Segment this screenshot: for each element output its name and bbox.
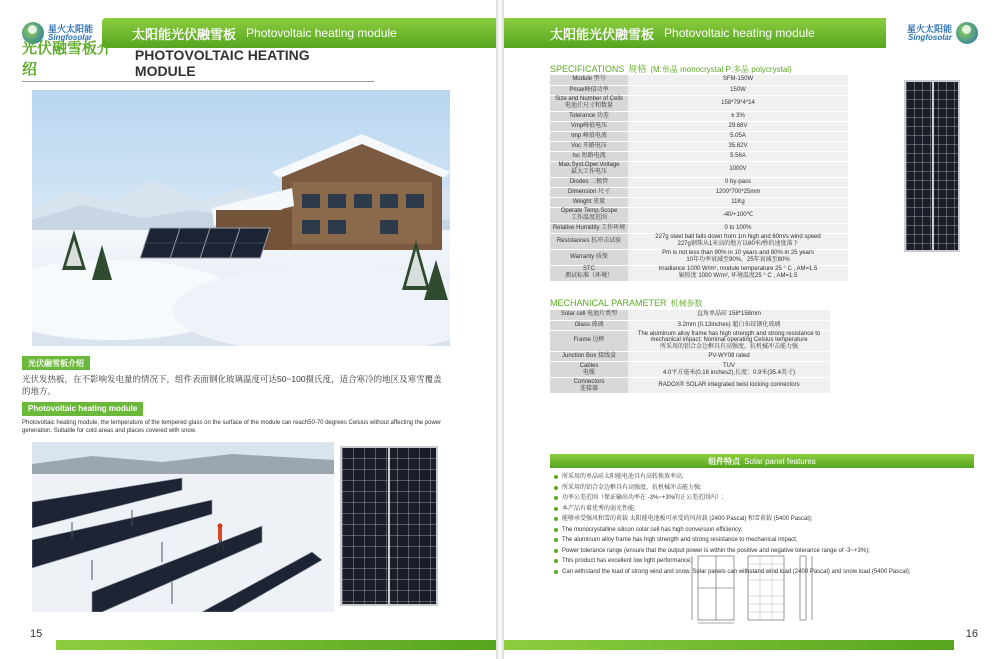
row-label: Imp 峰值电流: [550, 131, 628, 141]
features-title-bar: [550, 454, 974, 468]
page-title-cn: 光伏融雪板介绍: [22, 40, 113, 78]
feature-item: This product has excellent low light performance;: [554, 556, 911, 567]
row-value: 3.2mm (0.13inches) 超白布纹钢化玻璃: [628, 320, 830, 330]
specs-note: (M:单晶 monocrystal P:多晶 polycrystal): [650, 65, 792, 74]
table-row: [550, 330, 830, 352]
row-value: SFM-150W: [628, 75, 848, 85]
row-label: Diodes 二极管: [550, 177, 628, 187]
row-value: 29.68V: [628, 121, 848, 131]
table-row: [550, 233, 848, 249]
footer-bar: [56, 640, 496, 650]
left-header-bar: [102, 18, 496, 48]
row-value: 227g steel ball falls down from 1m high and 60m/s wind speed 227g钢珠从1米高的地方以60米/秒的速度落下: [628, 233, 848, 249]
table-row: [550, 85, 848, 95]
features-title-cn: 组件特点: [708, 456, 741, 466]
row-label: Glass 玻璃: [550, 320, 628, 330]
row-label: Voc 开路电压: [550, 141, 628, 151]
page-title-en: PHOTOVOLTAIC HEATING MODULE: [134, 47, 310, 79]
row-value: TUV 4.0平方毫米(0.16 inches2),长度：0.9米(35.4英寸): [628, 362, 830, 378]
row-label: Solar cell 电池片类型: [550, 310, 628, 320]
specs-title-cn: 规格: [628, 64, 647, 74]
table-row: [550, 197, 848, 207]
row-value: Pm is not less than 90% in 10 years and 80% in 25 years 10年功率衰减至90%，25年衰减至80%: [628, 249, 848, 265]
table-row: [550, 111, 848, 121]
logo-en: Singfosolar: [48, 32, 93, 42]
table-row: [550, 95, 848, 111]
row-label: Connectors 连接器: [550, 378, 628, 394]
cn-section-text: 光伏发热板，在不影响发电量的情况下，组件表面钢化玻璃温度可达50~100摄氏度，适合寒冷的地区及寒雪覆盖的地方。: [22, 374, 442, 396]
mech-table: [550, 310, 830, 394]
cn-section-label: 光伏融雪板介绍: [22, 356, 90, 370]
dimension-drawing: [688, 552, 838, 626]
specs-title-en: SPECIFICATIONS: [550, 64, 625, 74]
row-value: 直角单晶硅 158*158mm: [628, 310, 830, 320]
solar-panel-image: [340, 446, 438, 606]
feature-item: 所采用的铝合金边框具有高强度，抗机械冲击能力强;: [554, 483, 911, 494]
table-row: [550, 187, 848, 197]
row-label: Cables 电缆: [550, 362, 628, 378]
row-label: Junction Box 接线盒: [550, 352, 628, 362]
specs-title: [550, 62, 792, 75]
table-row: [550, 131, 848, 141]
chalet-photo: [32, 90, 450, 346]
row-value: The aluminum alloy frame has high strength and strong resistance to mechanical impact; Nominal operating Celsius temperature 所采用的铝合金边框具有高强度，抗机械冲击能力强: [628, 330, 830, 352]
row-value: 11Kg: [628, 197, 848, 207]
row-value: 1200*700*25mm: [628, 187, 848, 197]
feature-item: 本产品有着优秀的弱光性能;: [554, 504, 911, 515]
row-value: 158*79*4*14: [628, 95, 848, 111]
feature-item: 功率公差范围（保证输出功率在 -3%~+3%的正公差范围内）;: [554, 493, 911, 504]
table-row: [550, 223, 848, 233]
row-label: Operate Temp.Scope 工作温度范围: [550, 207, 628, 223]
logo-en: Singfosolar: [907, 32, 952, 42]
row-value: 35.62V: [628, 141, 848, 151]
page-number: 16: [965, 628, 978, 640]
table-row: [550, 207, 848, 223]
row-label: Resistances 抗冲击试验: [550, 233, 628, 249]
sun-logo-icon: [956, 22, 978, 44]
row-label: Max.Syst.Oper.Voltage 最大工作电压: [550, 161, 628, 177]
row-label: Relative Humidity 工作环境: [550, 223, 628, 233]
table-row: [550, 352, 830, 362]
right-header: [504, 18, 978, 48]
feature-item: 所采用的单晶硅太阳能电池具有高转换效率高;: [554, 472, 911, 483]
left-page: [0, 0, 496, 659]
right-header-bar: [504, 18, 886, 48]
row-label: Pmax峰值功率: [550, 85, 628, 95]
header-en: Photovoltaic heating module: [246, 26, 397, 40]
module-image: [904, 80, 960, 252]
table-row: [550, 320, 830, 330]
feature-item: The aluminum alloy frame has high strength and strong resistance to mechanical impact;: [554, 535, 911, 546]
row-value: 5.56A: [628, 151, 848, 161]
row-label: Module 型号: [550, 75, 628, 85]
feature-item: 能够承受强风和雪的荷载 太阳能电池板可承受的风荷载 (2400 Pascal) 和雪荷载 (5400 Pascal);: [554, 514, 911, 525]
table-row: [550, 121, 848, 131]
mech-title-en: MECHANICAL PARAMETER: [550, 298, 667, 308]
table-row: [550, 151, 848, 161]
mech-title-cn: 机械参数: [670, 299, 703, 308]
feature-item: Can withstand the load of strong wind and snow. Solar panels can withstand wind load (2400 Pascal) and snow load (5400 Pascal);: [554, 567, 911, 578]
row-value: PV-WY08 rated: [628, 352, 830, 362]
row-label: Size and Number of Cells 电池片尺寸和数量: [550, 95, 628, 111]
row-value: RADOX® SOLAR integrated twist locking connectors: [628, 378, 830, 394]
row-value: ± 3%: [628, 111, 848, 121]
page-title: [22, 40, 374, 82]
table-row: [550, 75, 848, 85]
row-value: -40/+100℃: [628, 207, 848, 223]
header-cn: 太阳能光伏融雪板: [550, 26, 655, 42]
header-cn: 太阳能光伏融雪板: [132, 26, 237, 42]
feature-item: Power tolerance range (ensure that the output power is within the positive and negative tolerance range of -3~+3%);: [554, 546, 911, 557]
logo-cn: 星火太阳能: [48, 23, 94, 34]
row-value: 1000V: [628, 161, 848, 177]
row-label: Dimension 尺寸: [550, 187, 628, 197]
row-value: 0 by-pass: [628, 177, 848, 187]
table-row: [550, 177, 848, 187]
table-row: [550, 378, 830, 394]
book-spine: [496, 0, 504, 659]
feature-item: The monocrystalline silicon solar cell has high conversion efficiency;: [554, 525, 911, 536]
row-label: Frame 边框: [550, 330, 628, 352]
footer-bar: [504, 640, 954, 650]
en-section-text: Photovoltaic heating module, the temperature of the tempered glass on the surface of the module can reach50-70 degrees Celsius without affecting the power generation. Suitable for cold areas and places covered with snow.: [22, 420, 442, 434]
header-en: Photovoltaic heating module: [664, 26, 815, 40]
solar-farm-photo: [32, 442, 334, 612]
table-row: [550, 141, 848, 151]
row-label: Weight 重量: [550, 197, 628, 207]
row-label: Vmp峰值电压: [550, 121, 628, 131]
mech-title: [550, 298, 703, 309]
right-logo: [892, 18, 978, 48]
row-value: Irradiance 1000 W/m², module temperature 25 ° C , AM=1.5 辐照度 1000 W/m², 环境温度25 ° C , AM=1.5: [628, 265, 848, 281]
row-label: Tolerance 功差: [550, 111, 628, 121]
table-row: [550, 310, 830, 320]
specs-table: [550, 75, 848, 282]
row-label: STC 测试标准（环境）: [550, 265, 628, 281]
table-row: [550, 362, 830, 378]
en-section-label: Photovoltaic heating module: [22, 402, 143, 416]
row-label: Isc 短路电流: [550, 151, 628, 161]
page-number: 15: [30, 628, 43, 640]
table-row: [550, 265, 848, 281]
table-row: [550, 161, 848, 177]
features-title-en: Solar panel features: [744, 456, 816, 466]
table-row: [550, 249, 848, 265]
row-label: Warranty 质保: [550, 249, 628, 265]
row-value: 150W: [628, 85, 848, 95]
row-value: 0 to 100%: [628, 223, 848, 233]
logo-cn: 星火太阳能: [906, 23, 952, 34]
row-value: 5.05A: [628, 131, 848, 141]
right-page: [504, 0, 1000, 659]
